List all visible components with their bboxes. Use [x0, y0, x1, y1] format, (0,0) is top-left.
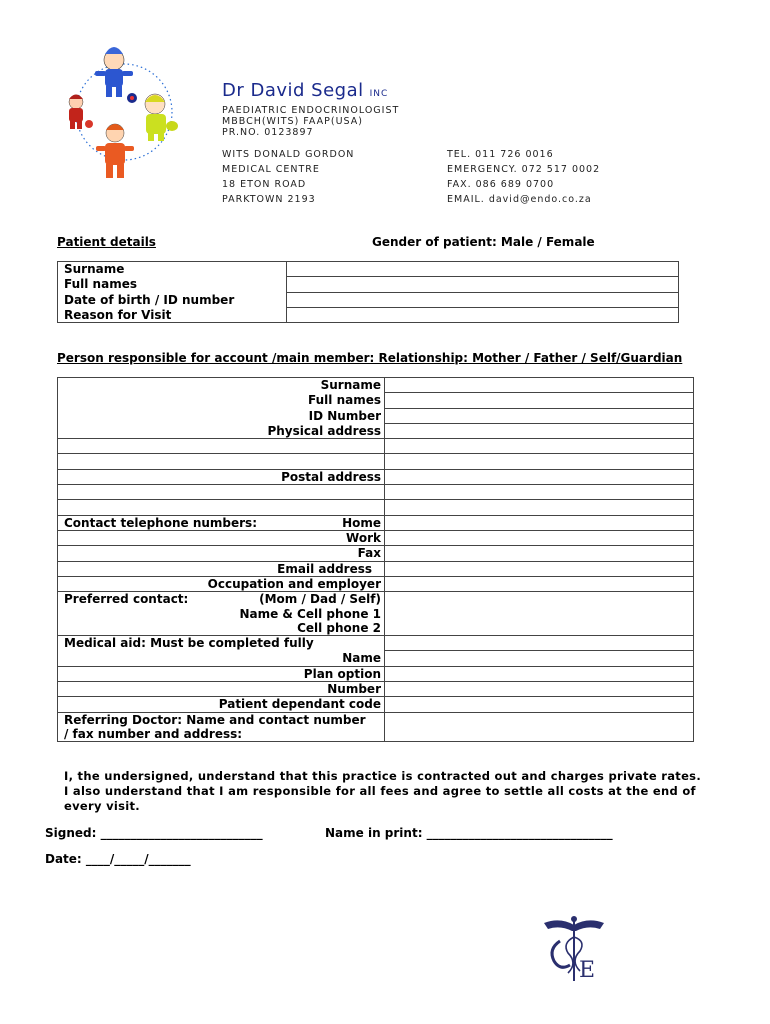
table-row [58, 651, 694, 666]
table-row [58, 530, 694, 545]
fax-field[interactable] [385, 546, 694, 561]
practice-address: WITS DONALD GORDON MEDICAL CENTRE 18 ETON ROAD PARKTOWN 2193 [222, 149, 355, 205]
preferred-contact-cell [58, 592, 385, 607]
blank-cell [58, 485, 385, 500]
practice-logo [58, 38, 190, 188]
patient-dob-id-field[interactable] [287, 292, 679, 307]
cell-phone-1-field[interactable] [385, 606, 694, 620]
physical-address-label: Physical address [58, 423, 385, 438]
table-row [58, 681, 694, 696]
cell-phone-2-field[interactable] [385, 621, 694, 636]
table-row [58, 561, 694, 576]
table-row [58, 307, 679, 322]
blank-cell [58, 454, 385, 469]
email-label: Email address [58, 561, 385, 576]
signed-line[interactable]: Signed: ___________________________ [45, 826, 263, 840]
occupation-label: Occupation and employer [58, 576, 385, 591]
table-row [58, 408, 694, 423]
contact-numbers-cell [58, 515, 385, 530]
dependant-code-field[interactable] [385, 697, 694, 712]
practice-name: Dr David Segal INC [222, 80, 389, 101]
caduceus-emblem [540, 915, 608, 983]
date-line[interactable]: Date: ____/_____/_______ [45, 852, 191, 866]
table-row [58, 469, 694, 484]
acct-full-names-label: Full names [58, 393, 385, 408]
medical-aid-field[interactable] [385, 636, 694, 651]
table-row [58, 576, 694, 591]
reason-for-visit-field[interactable] [287, 307, 679, 322]
acct-id-field[interactable] [385, 408, 694, 423]
acct-surname-field[interactable] [385, 378, 694, 393]
table-row [58, 423, 694, 438]
postal-address-field-1[interactable] [385, 469, 694, 484]
postal-address-field-3[interactable] [385, 500, 694, 515]
blank-cell [58, 439, 385, 454]
table-row [58, 727, 694, 742]
acct-surname-label: Surname [58, 378, 385, 393]
referring-doctor-field[interactable] [385, 712, 694, 727]
work-label: Work [58, 530, 385, 545]
referring-label-2: / fax number and address: [58, 727, 385, 742]
acct-id-label: ID Number [58, 408, 385, 423]
physical-address-field-2[interactable] [385, 439, 694, 454]
name-in-print-line[interactable]: Name in print: _______________________________ [325, 826, 613, 840]
table-row [58, 712, 694, 727]
plan-option-label: Plan option [58, 666, 385, 681]
number-label: Number [58, 681, 385, 696]
reason-label: Reason for Visit [58, 307, 287, 322]
table-row [58, 697, 694, 712]
table-row [58, 393, 694, 408]
table-row [58, 621, 694, 636]
patient-full-names-field[interactable] [287, 277, 679, 292]
table-row [58, 606, 694, 620]
postal-address-label: Postal address [58, 469, 385, 484]
table-row [58, 500, 694, 515]
table-row [58, 262, 679, 277]
acct-full-names-field[interactable] [385, 393, 694, 408]
physical-address-field-3[interactable] [385, 454, 694, 469]
fax-label: Fax [58, 546, 385, 561]
svg-text:E: E [579, 958, 596, 983]
patient-details-table [57, 261, 679, 323]
gender-label[interactable]: Gender of patient: Male / Female [372, 235, 595, 249]
declaration-text: I, the undersigned, understand that this practice is contracted out and charges private rates. I also understand that I am responsible for all fees and agree to settle all costs at the end of every visit. [64, 769, 701, 813]
table-row [58, 636, 694, 651]
preferred-contact-label: Preferred contact: [64, 592, 189, 607]
work-phone-field[interactable] [385, 530, 694, 545]
referring-doctor-field-2[interactable] [385, 727, 694, 742]
name-cell1-label: Name & Cell phone 1 [58, 606, 385, 620]
home-label: Home [342, 515, 381, 530]
practice-contact: TEL. 011 726 0016 EMERGENCY. 072 517 0002 FAX. 086 689 0700 EMAIL. david@endo.co.za [447, 149, 601, 205]
blank-cell [58, 500, 385, 515]
plan-option-field[interactable] [385, 666, 694, 681]
preferred-contact-field[interactable] [385, 592, 694, 607]
table-row [58, 666, 694, 681]
mom-dad-self-label: (Mom / Dad / Self) [259, 592, 381, 607]
table-row [58, 515, 694, 530]
email-field[interactable] [385, 561, 694, 576]
table-row [58, 292, 679, 307]
med-name-field[interactable] [385, 651, 694, 666]
credentials: PAEDIATRIC ENDOCRINOLOGIST MBBCH(WITS) FAAP(USA) PR.NO. 0123897 [222, 105, 400, 138]
caduceus-icon [540, 915, 608, 983]
dob-id-label: Date of birth / ID number [58, 292, 287, 307]
children-logo-icon [58, 38, 190, 188]
cell2-label: Cell phone 2 [58, 621, 385, 636]
med-number-field[interactable] [385, 681, 694, 696]
patient-details-heading: Patient details [57, 235, 156, 249]
account-heading: Person responsible for account /main member: Relationship: Mother / Father / Self/Guardian [57, 351, 683, 365]
full-names-label: Full names [58, 277, 287, 292]
table-row [58, 546, 694, 561]
account-table [57, 377, 694, 742]
table-row [58, 454, 694, 469]
dependant-code-label: Patient dependant code [58, 697, 385, 712]
occupation-field[interactable] [385, 576, 694, 591]
surname-label: Surname [58, 262, 287, 277]
table-row [58, 378, 694, 393]
med-name-label: Name [58, 651, 385, 666]
table-row [58, 277, 679, 292]
table-row [58, 485, 694, 500]
medical-aid-label: Medical aid: Must be completed fully [58, 636, 385, 651]
referring-label-1: Referring Doctor: Name and contact number [58, 712, 385, 727]
contact-numbers-label: Contact telephone numbers: [64, 515, 257, 530]
physical-address-field-1[interactable] [385, 423, 694, 438]
patient-surname-field[interactable] [287, 262, 679, 277]
home-phone-field[interactable] [385, 515, 694, 530]
table-row [58, 439, 694, 454]
postal-address-field-2[interactable] [385, 485, 694, 500]
table-row [58, 592, 694, 607]
